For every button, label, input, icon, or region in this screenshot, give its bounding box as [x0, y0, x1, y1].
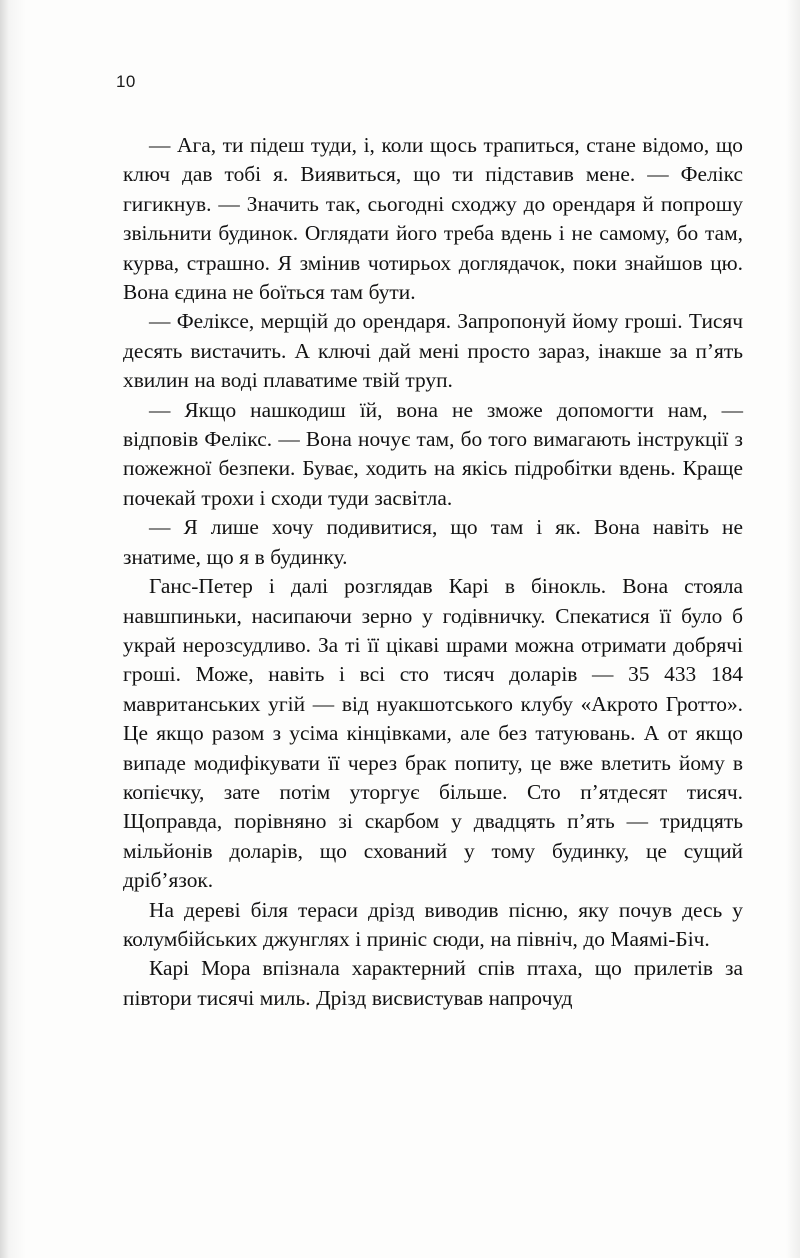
paragraph: На дереві біля тераси дрізд виводив пісню, яку почув десь у колумбійських джунглях і приніс сюди, на північ, до Маямі-Біч.: [123, 897, 743, 951]
gutter-shadow: [0, 0, 26, 1258]
paragraph: — Я лише хочу подивитися, що там і як. Вона навіть не знатиме, що я в будинку.: [123, 515, 743, 569]
paragraph: — Ага, ти підеш туди, і, коли щось трапиться, стане відомо, що ключ дав тобі я. Виявиться, що ти підставив мене. — Фелікс гигикнув. — Значить так, сьогодні сходжу до орендаря й попрошу звільнити будинок. Оглядати його треба вдень і не самому, бо там, курва, страшно. Я змінив чотирьох доглядачок, поки знайшов цю. Вона єдина не боїться там бути.: [123, 133, 743, 305]
page-number: 10: [116, 72, 136, 91]
paragraph: — Якщо нашкодиш їй, вона не зможе допомогти нам, — відповів Фелікс. — Вона ночує там, бо того вимагають інструкції з пожежної безпеки. Буває, ходить на якісь підробітки вдень. Краще почекай трохи і сходи туди засвітла.: [123, 397, 743, 510]
paragraph: — Феліксе, мерщій до орендаря. Запропонуй йому гроші. Тисяч десять вистачить. А ключі дай мені просто зараз, інакше за п’ять хвилин на воді плаватиме твій труп.: [123, 309, 743, 393]
paragraph: Ганс-Петер і далі розглядав Карі в бінокль. Вона стояла навшпиньки, насипаючи зерно у годівничку. Спекатися її було б украй нерозсудливо. За ті її цікаві шрами можна отримати добрячі гроші. Може, навіть і всі сто тисяч доларів — 35 433 184 мавританських угій — від нуакшотського клубу «Акрото Гротто». Це якщо разом з усіма кінцівками, але без татуювань. А от якщо випаде модифікувати її через брак попиту, це вже влетить йому в копієчку, зате потім уторгує більше. Сто п’ятдесят тисяч. Щоправда, порівняно зі скарбом у двадцять п’ять — тридцять мільйонів доларів, що схований у тому будинку, це сущий дріб’язок.: [123, 574, 743, 893]
right-edge-shadow: [786, 0, 800, 1258]
body-text-column: [123, 131, 743, 1013]
paragraph: Карі Мора впізнала характерний спів птаха, що прилетів за півтори тисячі миль. Дрізд висвистував напрочуд: [123, 956, 743, 1010]
